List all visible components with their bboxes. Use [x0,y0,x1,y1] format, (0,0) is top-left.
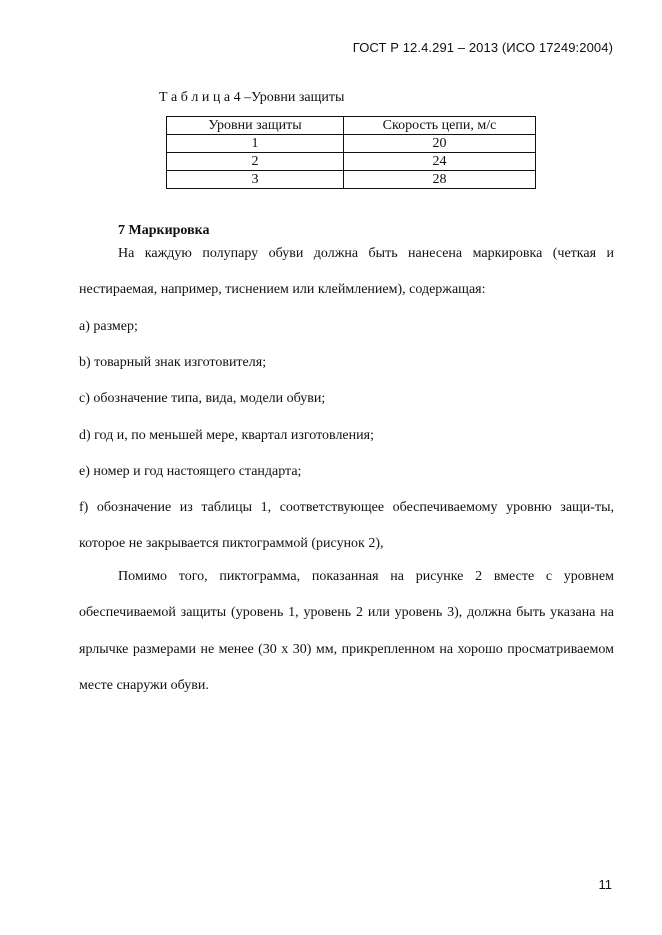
list-item: d) год и, по меньшей мере, квартал изготовления; [79,427,374,443]
table-cell-speed: 20 [344,135,536,153]
column-header-speed: Скорость цепи, м/с [344,117,536,135]
table-row [167,135,536,153]
protection-levels-table [166,116,536,189]
section-title: 7 Маркировка [118,223,210,238]
list-item: e) номер и год настоящего стандарта; [79,463,302,479]
list-item: a) размер; [79,319,138,334]
column-header-level: Уровни защиты [167,117,344,135]
closing-paragraph: Помимо того, пиктограмма, показанная на рисунке 2 вместе с уровнем обеспечиваемой защиты (уровень 1, уровень 2 или уровень 3), должна быть указана на ярлычке размерами не менее (30 х 30) мм, прикрепленном на хорошо просматриваемом месте снаружи обуви. [79,569,614,693]
table-cell-speed: 24 [344,153,536,171]
table-cell-speed: 28 [344,171,536,189]
list-item: b) товарный знак изготовителя; [79,355,267,371]
table-cell-level: 3 [167,171,344,189]
marking-list [79,309,614,562]
table-cell-level: 2 [167,153,344,171]
table-cell-level: 1 [167,135,344,153]
page-number: 11 [598,877,612,892]
table-caption: Т а б л и ц а 4 –Уровни защиты [159,90,345,105]
list-item: f) обозначение из таблицы 1, соответствующее обеспечиваемому уровню защи-ты, которое не закрывается пиктограммой (рисунок 2), [79,500,614,552]
list-item: c) обозначение типа, вида, модели обуви; [79,391,326,407]
table-header-row [167,117,536,135]
table-row [167,153,536,171]
table-row [167,171,536,189]
document-header-code: ГОСТ Р 12.4.291 – 2013 (ИСО 17249:2004) [352,40,613,55]
intro-paragraph: На каждую полупару обуви должна быть нанесена маркировка (четкая и нестираемая, например, тиснением или клеймлением), содержащая: [79,246,614,298]
